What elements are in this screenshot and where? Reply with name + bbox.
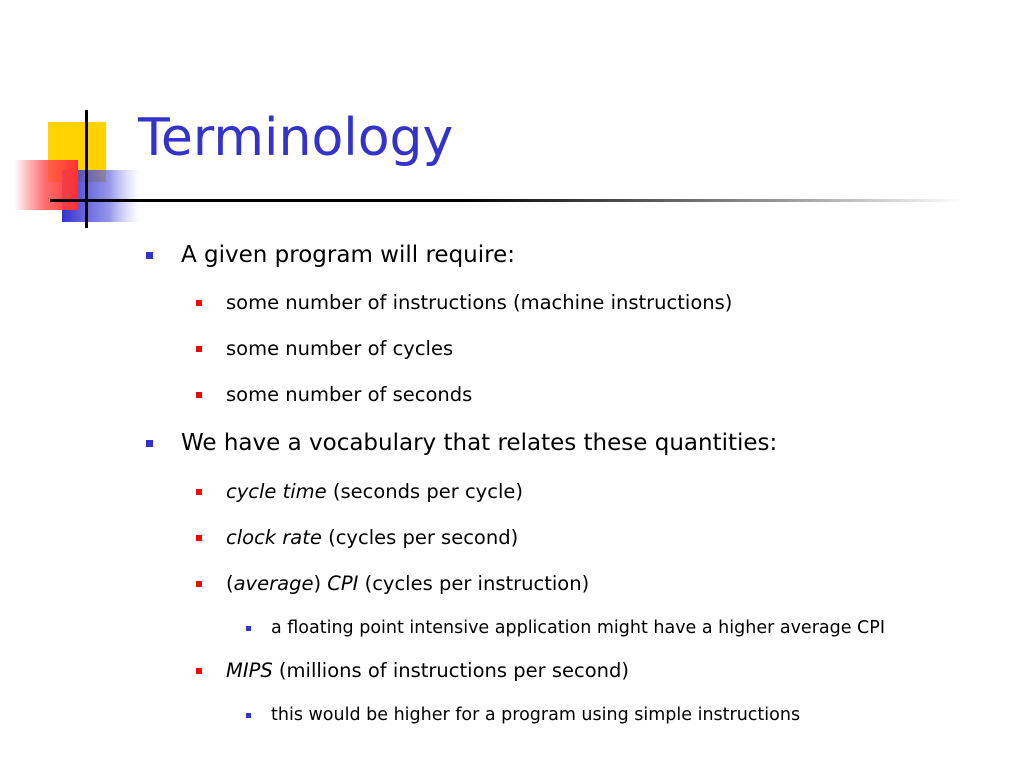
square-bullet-icon	[246, 626, 251, 631]
bullet-text: A given program will require:	[181, 242, 515, 268]
square-bullet-icon	[196, 346, 202, 352]
square-bullet-icon	[196, 668, 202, 674]
sub-bullet-item	[226, 658, 629, 684]
square-bullet-icon	[146, 440, 153, 447]
term-average: average	[233, 572, 314, 595]
sub-bullet-item	[226, 382, 472, 408]
square-bullet-icon	[196, 489, 202, 495]
square-bullet-icon	[196, 581, 202, 587]
term-definition: (cycles per second)	[321, 526, 519, 549]
term-cycle-time: cycle time	[226, 480, 327, 503]
slide-title: Terminology	[138, 108, 454, 168]
square-bullet-icon	[196, 535, 202, 541]
sub-bullet-text: some number of seconds	[226, 383, 473, 406]
term-mips: MIPS	[226, 659, 273, 682]
sub-sub-bullet-item	[271, 704, 800, 726]
sub-bullet-text: some number of cycles	[226, 337, 454, 360]
term-definition: (seconds per cycle)	[326, 480, 523, 503]
sub-sub-bullet-item	[271, 617, 885, 639]
square-bullet-icon	[246, 713, 251, 718]
term-clock-rate: clock rate	[226, 526, 322, 549]
paren-open: (	[226, 572, 234, 595]
square-bullet-icon	[146, 252, 153, 259]
square-bullet-icon	[196, 300, 202, 306]
sub-sub-bullet-text: this would be higher for a program using simple instructions	[271, 705, 801, 725]
bullet-text: We have a vocabulary that relates these quantities:	[181, 430, 778, 456]
square-bullet-icon	[196, 392, 202, 398]
bullet-item	[181, 240, 515, 270]
sub-bullet-item	[226, 525, 518, 551]
sub-sub-bullet-text: a floating point intensive application might have a higher average CPI	[271, 618, 885, 638]
sub-bullet-item	[226, 336, 453, 362]
sub-bullet-item	[226, 571, 589, 597]
term-definition: (cycles per instruction)	[358, 572, 590, 595]
sub-bullet-text: some number of instructions (machine instructions)	[226, 291, 733, 314]
term-cpi: CPI	[327, 572, 359, 595]
bullet-item	[181, 428, 777, 458]
paren-close: )	[313, 572, 328, 595]
sub-bullet-item	[226, 479, 523, 505]
term-definition: (millions of instructions per second)	[272, 659, 629, 682]
sub-bullet-item	[226, 290, 732, 316]
